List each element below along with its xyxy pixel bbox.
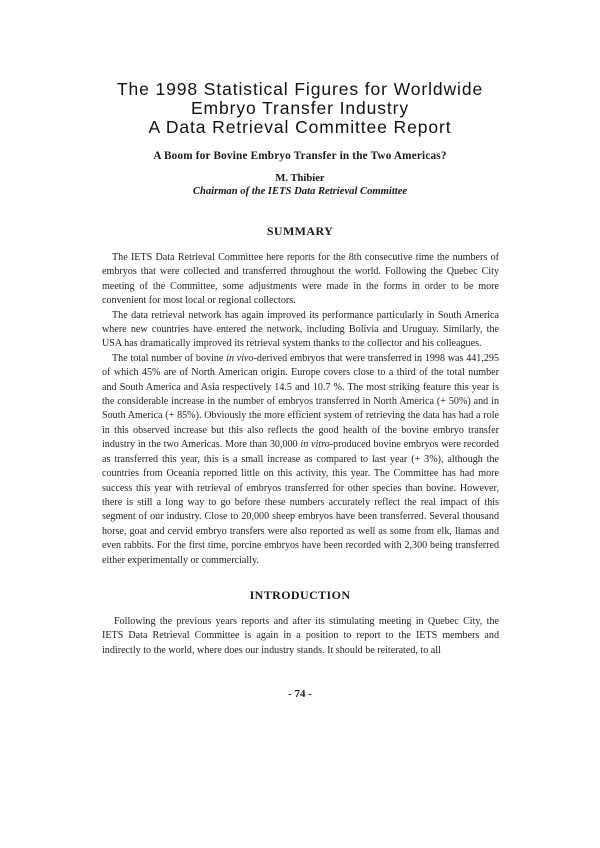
introduction-paragraph-1: Following the previous years reports and after its stimulating meeting in Quebec City, the IETS Data Retrieval Committee is again in a position to report to the IETS members and indirectly to the world, where does our industry stands. It should be reiterated, to all [102,616,499,656]
summary-p3-italic-invitro: in vitro [300,439,330,451]
introduction-heading: INTRODUCTION [249,588,351,602]
author-affiliation: Chairman of the IETS Data Retrieval Committee [192,186,408,197]
title-line-1: The 1998 Statistical Figures for Worldwide [116,79,484,99]
title-line-3: A Data Retrieval Committee Report [148,117,452,137]
author-name: M. Thibier [275,173,325,184]
summary-paragraph-1: The IETS Data Retrieval Committee here reports for the 8th consecutive time the numbers of embryos that were collected and transferred throughout the world. Following the Quebec City meeting of the Committee, some adjustments were made in the forms in order to be more convenient for most local or regional collectors. [102,252,499,307]
summary-body [102,251,499,568]
summary-p3-text-e: -produced bovine embryos were recorded as transferred this year, this is a small increase as compared to last year (+ 3%), although the countries from Oceania reported little on this activity, this year. The Committee has had more success this year with retrieval of embryos transferred for other species than bovine. However, there is still a long way to go before these numbers accurately reflect the real impact of this segment of our industry. Close to 20,000 sheep embryos have been transferred. Several thousand horse, goat and cervid embryo transfers were also reported as well as some from elk, llamas and even rabbits. For the first time, porcine embryos have been recorded with 2,300 being transferred either experimentally or commercially. [102,439,499,566]
summary-heading: SUMMARY [266,224,334,238]
introduction-body [102,615,499,658]
summary-paragraph-2: The data retrieval network has again improved its performance particularly in South America where new countries have entered the network, including Bolivia and Uruguay. Similarly, the USA has dramatically improved its retrieval system thanks to the collector and his colleagues. [102,309,499,350]
summary-p3-text-c: -derived embryos that were transferred in 1998 was 441,295 of which 45% are of North American origin. Europe covers close to a third of the total number and South America and Asia respectively 14.5 and 10.7 %. The most striking feature this year is the considerable increase in the number of embryos transferred in North America (+ 50%) and in South America (+ 85%). Obviously the more efficient system of retrieving the data has had a role in this observed increase but this also reflects the good health of the bovine embryo transfer industry in the two Americas. More than 30,000 [102,352,500,451]
summary-paragraph-3 [102,352,499,568]
paper-subtitle: A Boom for Bovine Embryo Transfer in the Two Americas? [153,150,447,162]
paper-title [0,80,600,137]
summary-p3-italic-invivo: in vivo [226,352,254,364]
page-number: - 74 - [288,688,312,700]
summary-p3-text-a: The total number of bovine [112,352,227,364]
title-line-2: Embryo Transfer Industry [190,98,410,118]
